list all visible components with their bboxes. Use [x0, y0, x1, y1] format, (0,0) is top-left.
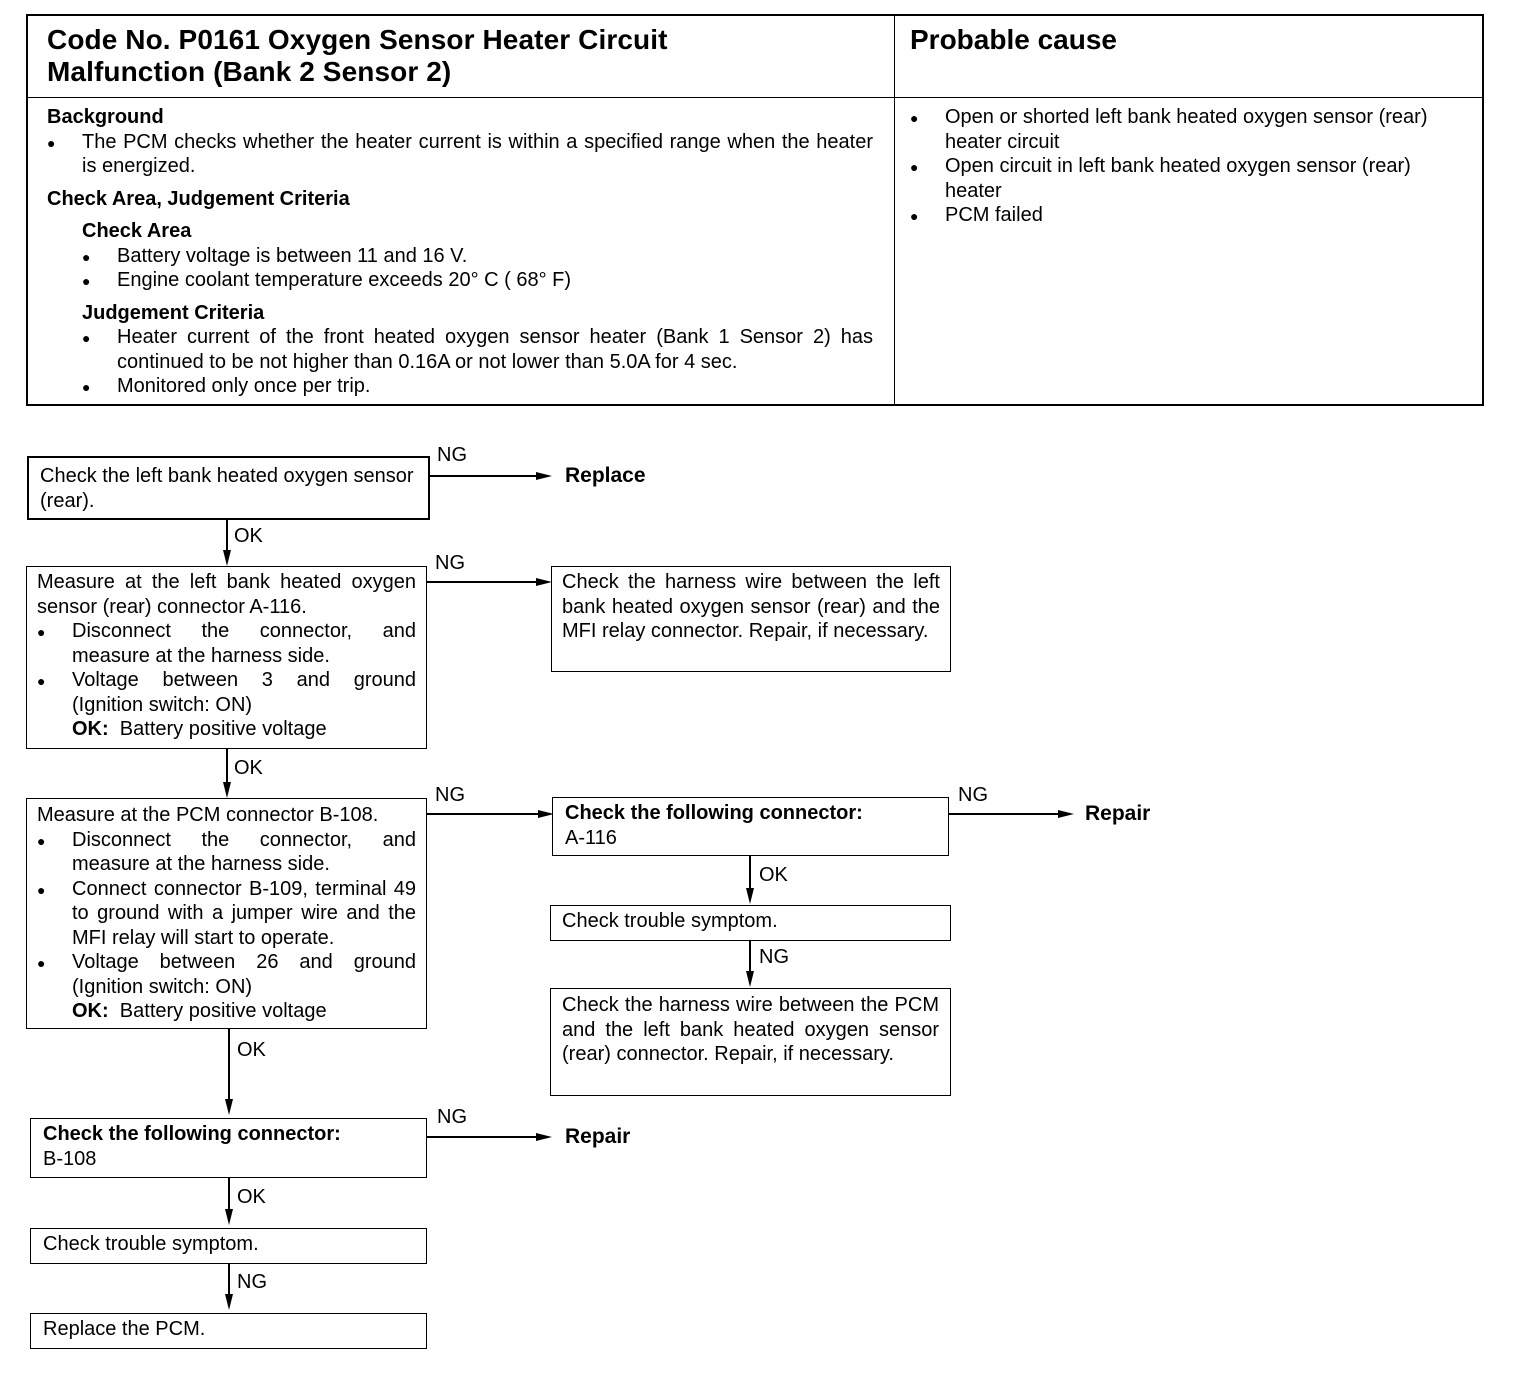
- judgement-criteria-heading: Judgement Criteria: [82, 301, 265, 324]
- step1-check-sensor-box: Check the left bank heated oxygen sensor (rear).: [27, 456, 430, 520]
- arrow-right-icon: [536, 1133, 552, 1141]
- check-harness-pcm-box: Check the harness wire between the PCM and the left bank heated oxygen sensor (rear) connector. Repair, if necessary.: [550, 988, 951, 1096]
- check-area-item: ● Battery voltage is between 11 and 16 V.: [82, 244, 873, 269]
- check-area-item: ● Engine coolant temperature exceeds 20° C ( 68° F): [82, 268, 873, 293]
- arrow-down-icon: [223, 782, 231, 798]
- ok-connector-line: [749, 856, 751, 890]
- replace-result: Replace: [565, 464, 646, 487]
- probable-cause-item: ● Open circuit in left bank heated oxygen sensor (rear) heater: [910, 154, 1466, 203]
- ok-label: OK: [234, 525, 263, 547]
- arrow-right-icon: [536, 472, 552, 480]
- description-section: [47, 105, 873, 399]
- ng-connector-line: [949, 813, 1069, 815]
- bullet-icon: [37, 950, 45, 976]
- arrow-down-icon: [223, 550, 231, 566]
- check-harness-mfi-box: Check the harness wire between the left bank heated oxygen sensor (rear) and the MFI relay connector. Repair, if necessary.: [551, 566, 951, 672]
- probable-cause-title: Probable cause: [910, 24, 1117, 55]
- arrow-right-icon: [536, 578, 552, 586]
- arrow-down-icon: [746, 888, 754, 904]
- repair-result: Repair: [565, 1125, 631, 1148]
- ok-connector-line: [228, 1029, 230, 1101]
- bullet-icon: [82, 268, 90, 294]
- table-row-divider: [28, 97, 1482, 98]
- step3-bullet: ● Connect connector B-109, terminal 49 to ground with a jumper wire and the MFI relay will start to operate.: [37, 877, 416, 951]
- background-heading: Background: [47, 106, 164, 128]
- repair-result: Repair: [1085, 802, 1151, 825]
- ng-label: NG: [958, 784, 988, 806]
- check-connector-b108-box: Check the following connector: B-108: [30, 1118, 427, 1178]
- bullet-icon: [37, 828, 45, 854]
- arrow-down-icon: [746, 971, 754, 987]
- check-area-heading: Check Area: [82, 220, 192, 242]
- bullet-icon: [37, 619, 45, 645]
- ng-connector-line: [228, 1264, 230, 1296]
- ng-label: NG: [437, 1106, 467, 1128]
- bullet-icon: [47, 130, 55, 156]
- probable-cause-item: ● Open or shorted left bank heated oxygen sensor (rear) heater circuit: [910, 105, 1466, 154]
- judgement-criteria-item: ● Monitored only once per trip.: [82, 374, 873, 399]
- probable-cause-item: ● PCM failed: [910, 203, 1466, 228]
- bullet-icon: [82, 325, 90, 351]
- ok-label: OK: [237, 1186, 266, 1208]
- arrow-down-icon: [225, 1294, 233, 1310]
- bullet-icon: [910, 154, 918, 180]
- bullet-icon: [910, 105, 918, 131]
- bullet-icon: [37, 668, 45, 694]
- step3-ok-criteria: OK: Battery positive voltage: [72, 1000, 327, 1022]
- ng-connector-line: [749, 941, 751, 973]
- background-item: ● The PCM checks whether the heater current is within a specified range when the heater is energized.: [47, 130, 873, 179]
- ng-label: NG: [437, 444, 467, 466]
- check-trouble-symptom-box: Check trouble symptom.: [550, 905, 951, 941]
- step3-bullet: ● Voltage between 26 and ground (Ignition switch: ON): [37, 950, 416, 999]
- arrow-right-icon: [1058, 810, 1074, 818]
- step3-measure-b108-box: Measure at the PCM connector B-108. ● Disconnect the connector, and measure at the harness side. ● Connect connector B-109, terminal 49 to ground with a jumper wire and the MFI relay will start to operate. ● Voltage between 26 and ground (Ignition switch: ON) OK: Battery positive voltage: [26, 798, 427, 1029]
- step2-bullet: ● Voltage between 3 and ground (Ignition switch: ON): [37, 668, 416, 717]
- ng-connector-line: [430, 475, 538, 477]
- ng-label: NG: [435, 552, 465, 574]
- arrow-down-icon: [225, 1209, 233, 1225]
- ok-label: OK: [237, 1039, 266, 1061]
- ok-connector-line: [226, 749, 228, 784]
- bullet-icon: [910, 203, 918, 229]
- table-column-divider: [894, 16, 895, 404]
- step2-ok-criteria: OK: Battery positive voltage: [72, 718, 327, 740]
- ok-label: OK: [759, 864, 788, 886]
- check-connector-a116-box: Check the following connector: A-116: [552, 797, 949, 856]
- probable-cause-list: [910, 105, 1466, 228]
- diagnostic-code-table: [26, 14, 1484, 406]
- step2-bullet: ● Disconnect the connector, and measure at the harness side.: [37, 619, 416, 668]
- arrow-down-icon: [225, 1099, 233, 1115]
- ng-label: NG: [237, 1271, 267, 1293]
- check-trouble-symptom-box: Check trouble symptom.: [30, 1228, 427, 1264]
- ng-connector-line: [427, 1136, 539, 1138]
- step3-bullet: ● Disconnect the connector, and measure at the harness side.: [37, 828, 416, 877]
- bullet-icon: [37, 877, 45, 903]
- ok-connector-line: [226, 520, 228, 552]
- bullet-icon: [82, 374, 90, 400]
- ng-label: NG: [759, 946, 789, 968]
- ok-connector-line: [228, 1178, 230, 1211]
- check-area-section: [47, 219, 873, 399]
- replace-pcm-box: Replace the PCM.: [30, 1313, 427, 1349]
- check-judgement-heading: Check Area, Judgement Criteria: [47, 187, 350, 210]
- bullet-icon: [82, 244, 90, 270]
- judgement-criteria-item: ● Heater current of the front heated oxygen sensor heater (Bank 1 Sensor 2) has continued to be not higher than 0.16A or not lower than 5.0A for 4 sec.: [82, 325, 873, 374]
- code-title: Code No. P0161 Oxygen Sensor Heater Circuit Malfunction (Bank 2 Sensor 2): [47, 24, 668, 87]
- ok-label: OK: [234, 757, 263, 779]
- ng-connector-line: [427, 581, 539, 583]
- ng-label: NG: [435, 784, 465, 806]
- ng-connector-line: [427, 813, 539, 815]
- step2-measure-a116-box: Measure at the left bank heated oxygen sensor (rear) connector A-116. ● Disconnect the connector, and measure at the harness side. ● Voltage between 3 and ground (Ignition switch: ON) OK: Battery positive voltage: [26, 566, 427, 749]
